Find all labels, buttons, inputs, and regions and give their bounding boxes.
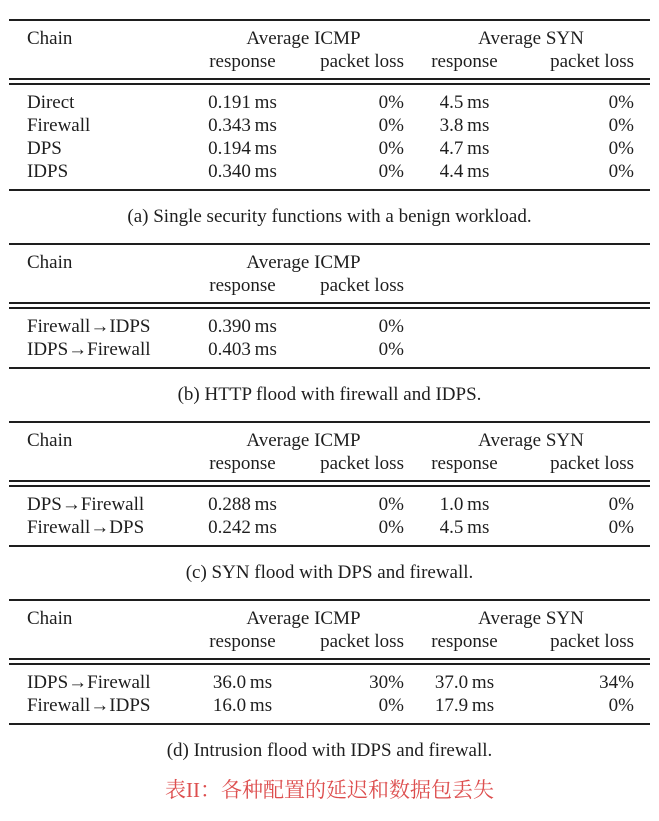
cell-icmp-packet-loss: 0%	[378, 138, 404, 159]
empty-header-spacer	[412, 273, 517, 306]
group-header-average-icmp: Average ICMP	[246, 430, 361, 451]
cell-icmp-response: 0.191 ms	[208, 92, 277, 113]
table-row	[9, 82, 650, 115]
results-table-c	[9, 421, 650, 547]
table-row	[9, 137, 650, 160]
table-caption-b: (b) HTTP flood with firewall and IDPS.	[177, 384, 482, 405]
cell-icmp-response: 0.194 ms	[208, 138, 277, 159]
table-row	[9, 484, 650, 517]
subheader-icmp-packet-loss: packet loss	[320, 453, 404, 474]
cell-chain: IDPS→Firewall	[27, 339, 151, 360]
group-header-average-syn: Average SYN	[478, 430, 584, 451]
cell-icmp-packet-loss: 0%	[378, 494, 404, 515]
table-row	[9, 114, 650, 137]
table-row	[9, 516, 650, 546]
table-row	[9, 338, 650, 368]
subheader-syn-response: response	[431, 453, 498, 474]
table-title-chinese: 表II：各种配置的延迟和数据包丢失	[165, 778, 494, 802]
table-c-header	[9, 422, 650, 484]
cell-syn-packet-loss: 0%	[608, 138, 634, 159]
cell-syn-packet-loss: 0%	[608, 494, 634, 515]
subheader-icmp-packet-loss: packet loss	[320, 51, 404, 72]
group-header-average-syn: Average SYN	[478, 28, 584, 49]
cell-chain: Direct	[26, 92, 75, 113]
cell-icmp-packet-loss: 0%	[378, 517, 404, 538]
cell-syn-packet-loss: 34%	[599, 672, 634, 693]
table-a-header	[9, 20, 650, 82]
group-header-average-icmp: Average ICMP	[246, 608, 361, 629]
cell-chain: DPS	[26, 138, 62, 159]
cell-syn-packet-loss: 0%	[608, 92, 634, 113]
cell-syn-response: 4.5 ms	[439, 517, 490, 538]
cell-icmp-packet-loss: 0%	[378, 695, 404, 716]
subheader-syn-packet-loss: packet loss	[550, 631, 634, 652]
empty-cell	[412, 338, 517, 368]
subheader-icmp-response: response	[209, 51, 276, 72]
cell-icmp-packet-loss: 0%	[378, 161, 404, 182]
group-header-average-syn: Average SYN	[478, 608, 584, 629]
empty-header-spacer	[517, 273, 650, 306]
cell-icmp-packet-loss: 0%	[378, 316, 404, 337]
subheader-syn-packet-loss: packet loss	[550, 453, 634, 474]
cell-icmp-response: 0.343 ms	[208, 115, 277, 136]
cell-icmp-packet-loss: 0%	[378, 92, 404, 113]
empty-cell	[517, 306, 650, 339]
cell-chain: Firewall→IDPS	[27, 316, 151, 337]
cell-syn-packet-loss: 0%	[608, 161, 634, 182]
cell-syn-response: 17.9 ms	[434, 695, 495, 716]
cell-icmp-response: 0.390 ms	[208, 316, 277, 337]
table-caption-d: (d) Intrusion flood with IDPS and firewall.	[166, 740, 493, 761]
table-row	[9, 662, 650, 695]
table-b-header	[9, 244, 650, 306]
group-header-average-icmp: Average ICMP	[246, 28, 361, 49]
results-table-b	[9, 243, 650, 369]
group-header-average-icmp: Average ICMP	[246, 252, 361, 273]
empty-cell	[412, 306, 517, 339]
cell-chain: Firewall	[26, 115, 91, 136]
subheader-syn-packet-loss: packet loss	[550, 51, 634, 72]
cell-icmp-response: 0.340 ms	[208, 161, 277, 182]
table-row	[9, 160, 650, 190]
cell-syn-response: 37.0 ms	[434, 672, 495, 693]
subheader-icmp-response: response	[209, 453, 276, 474]
subheader-syn-response: response	[431, 51, 498, 72]
cell-syn-packet-loss: 0%	[608, 695, 634, 716]
cell-icmp-response: 16.0 ms	[212, 695, 273, 716]
cell-syn-response: 3.8 ms	[439, 115, 490, 136]
subheader-icmp-response: response	[209, 275, 276, 296]
cell-chain: Firewall→DPS	[26, 517, 145, 538]
empty-cell	[517, 338, 650, 368]
cell-icmp-response: 0.288 ms	[208, 494, 277, 515]
subheader-icmp-packet-loss: packet loss	[320, 631, 404, 652]
col-header-chain: Chain	[26, 430, 73, 451]
cell-syn-response: 1.0 ms	[439, 494, 490, 515]
col-header-chain: Chain	[26, 28, 73, 49]
cell-syn-packet-loss: 0%	[608, 517, 634, 538]
subheader-icmp-packet-loss: packet loss	[320, 275, 404, 296]
cell-icmp-packet-loss: 30%	[369, 672, 404, 693]
cell-icmp-packet-loss: 0%	[378, 339, 404, 360]
table-row	[9, 306, 650, 339]
cell-chain: IDPS→Firewall	[26, 672, 151, 693]
results-table-d	[9, 599, 650, 725]
empty-header-spacer	[412, 244, 650, 273]
subheader-syn-response: response	[431, 631, 498, 652]
results-table-a	[9, 19, 650, 191]
cell-icmp-packet-loss: 0%	[378, 115, 404, 136]
table-d-header	[9, 600, 650, 662]
cell-chain: DPS→Firewall	[26, 494, 145, 515]
col-header-chain: Chain	[26, 608, 73, 629]
cell-syn-response: 4.4 ms	[439, 161, 490, 182]
cell-syn-response: 4.5 ms	[439, 92, 490, 113]
cell-chain: IDPS	[26, 161, 69, 182]
cell-syn-packet-loss: 0%	[608, 115, 634, 136]
cell-chain: Firewall→IDPS	[26, 695, 151, 716]
cell-icmp-response: 0.403 ms	[208, 339, 277, 360]
subheader-icmp-response: response	[209, 631, 276, 652]
col-header-chain: Chain	[27, 252, 73, 273]
table-caption-a: (a) Single security functions with a benign workload.	[127, 206, 532, 227]
cell-syn-response: 4.7 ms	[439, 138, 490, 159]
table-caption-c: (c) SYN flood with DPS and firewall.	[185, 562, 474, 583]
table-row	[9, 694, 650, 724]
cell-icmp-response: 0.242 ms	[208, 517, 277, 538]
cell-icmp-response: 36.0 ms	[212, 672, 273, 693]
